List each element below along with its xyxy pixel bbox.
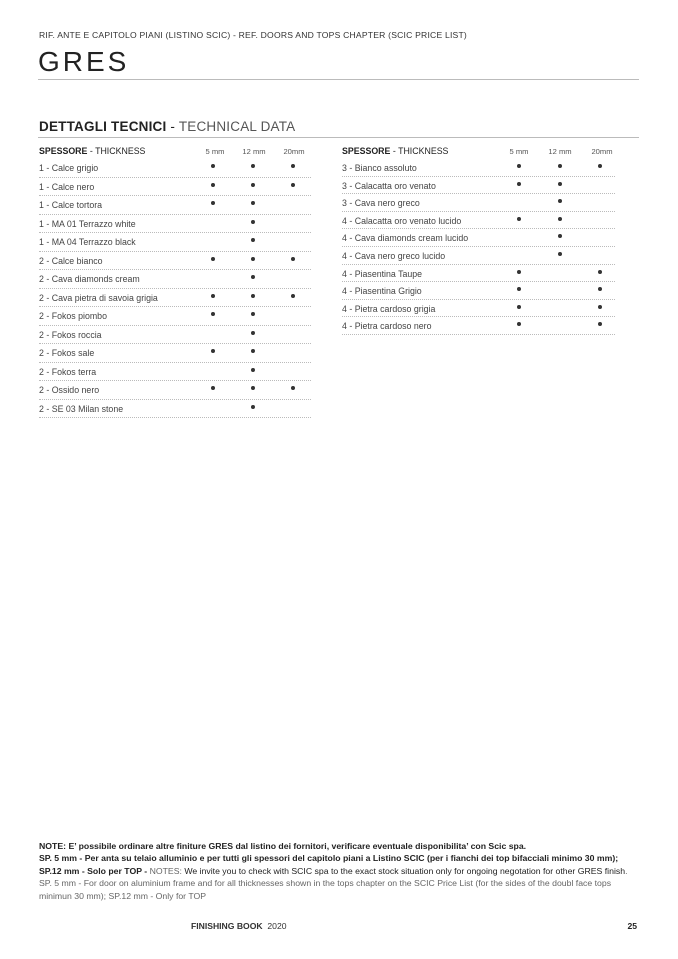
col-12mm: 12 mm: [548, 147, 572, 156]
table-row: [39, 196, 311, 215]
title-divider: [38, 79, 639, 80]
thickness-label-it: SPESSORE: [39, 146, 88, 156]
availability-dot-5mm: [517, 322, 521, 326]
availability-dot-20mm: [598, 305, 602, 309]
availability-dot-5mm: [211, 257, 215, 261]
table-row: [342, 177, 615, 195]
availability-dot-12mm: [558, 217, 562, 221]
finish-name: 4 - Piasentina Grigio: [342, 286, 422, 297]
availability-dot-5mm: [517, 164, 521, 168]
availability-dot-20mm: [291, 183, 295, 187]
table-row: [39, 252, 311, 271]
table-header: [39, 146, 311, 159]
availability-dot-20mm: [598, 164, 602, 168]
table-row: [342, 212, 615, 230]
availability-dot-12mm: [251, 349, 255, 353]
availability-dot-5mm: [211, 312, 215, 316]
table-row: [342, 159, 615, 177]
finish-name: 2 - Fokos piombo: [39, 311, 107, 321]
table-row: [39, 326, 311, 345]
finish-name: 1 - MA 01 Terrazzo white: [39, 218, 136, 229]
table-header: [342, 146, 615, 159]
section-heading-it: DETTAGLI TECNICI: [39, 119, 167, 134]
section-heading-sep: -: [166, 119, 179, 134]
finish-name: 4 - Cava diamonds cream lucido: [342, 233, 469, 244]
table-row: [342, 194, 615, 212]
table-row: [39, 400, 311, 419]
availability-dot-12mm: [558, 234, 562, 238]
thickness-label-en: THICKNESS: [95, 146, 146, 156]
page-title: GRES: [38, 46, 130, 77]
availability-dot-20mm: [598, 270, 602, 274]
finish-name: 1 - MA 04 Terrazzo black: [39, 237, 136, 247]
availability-dot-12mm: [558, 252, 562, 256]
table-rows: [39, 159, 311, 418]
availability-dot-12mm: [251, 331, 255, 335]
availability-dot-12mm: [251, 275, 255, 279]
section-heading: [39, 119, 295, 134]
finish-name: 4 - Calacatta oro venato lucido: [342, 215, 462, 226]
footer: [191, 921, 287, 931]
table-row: [342, 300, 615, 318]
availability-dot-20mm: [598, 287, 602, 291]
finish-name: 1 - Calce nero: [39, 181, 95, 192]
footer-year: 2020: [267, 921, 287, 931]
availability-dot-5mm: [517, 287, 521, 291]
availability-dot-20mm: [291, 294, 295, 298]
finish-name: 2 - Ossido nero: [39, 385, 100, 395]
page-number: 25: [627, 921, 637, 931]
availability-dot-5mm: [211, 349, 215, 353]
table-row: [39, 363, 311, 382]
thickness-label-sep: -: [390, 146, 399, 156]
availability-dot-12mm: [251, 164, 255, 168]
finish-name: 2 - Fokos roccia: [39, 329, 102, 340]
table-row: [39, 159, 311, 178]
finish-name: 2 - Cava diamonds cream: [39, 274, 140, 284]
thickness-label-en: THICKNESS: [398, 146, 449, 156]
availability-dot-5mm: [517, 270, 521, 274]
finish-name: 4 - Piasentina Taupe: [342, 268, 423, 279]
availability-dot-12mm: [251, 238, 255, 242]
table-row: [39, 344, 311, 363]
availability-dot-12mm: [251, 368, 255, 372]
table-row: [39, 270, 311, 289]
thickness-label: [342, 146, 448, 156]
finish-name: 4 - Pietra cardoso grigia: [342, 303, 436, 314]
finish-name: 1 - Calce tortora: [39, 200, 103, 210]
finish-name: 3 - Cava nero greco: [342, 198, 420, 209]
availability-dot-12mm: [251, 312, 255, 316]
notes-text-en: We invite you to check with SCIC spa to the exact stock situation only for ongoing negotation for other GRES finish: [184, 865, 626, 876]
notes-thickness-it: SP. 5 mm - Per anta su telaio alluminio e per tutti gli spessori del capitolo piani a Listino SCIC (per i fianchi dei top bifacciali minimo 30 mm); SP.12 mm - Solo per TOP -: [39, 853, 619, 876]
finish-name: 2 - Cava pietra di savoia grigia: [39, 292, 158, 303]
thickness-label: [39, 146, 145, 156]
availability-dot-12mm: [251, 405, 255, 409]
availability-dot-5mm: [517, 305, 521, 309]
table-rows: [342, 159, 615, 335]
availability-dot-12mm: [251, 201, 255, 205]
availability-dot-12mm: [558, 164, 562, 168]
availability-dot-20mm: [291, 386, 295, 390]
table-row: [342, 265, 615, 283]
availability-dot-5mm: [211, 386, 215, 390]
finish-name: 4 - Cava nero greco lucido: [342, 250, 446, 261]
table-row: [39, 289, 311, 308]
notes-block: [39, 840, 639, 902]
availability-dot-12mm: [558, 182, 562, 186]
availability-dot-12mm: [558, 199, 562, 203]
reference-line: RIF. ANTE E CAPITOLO PIANI (LISTINO SCIC) - REF. DOORS AND TOPS CHAPTER (SCIC PRICE LIST): [39, 30, 467, 40]
table-row: [39, 307, 311, 326]
finish-name: 2 - Calce bianco: [39, 255, 103, 266]
table-row: [342, 317, 615, 335]
availability-dot-20mm: [291, 257, 295, 261]
thickness-label-it: SPESSORE: [342, 146, 391, 156]
availability-dot-5mm: [517, 182, 521, 186]
col-20mm: 20mm: [591, 147, 613, 156]
table-row: [39, 215, 311, 234]
table-row: [39, 233, 311, 252]
availability-dot-5mm: [517, 217, 521, 221]
table-row: [39, 178, 311, 197]
thickness-table-right: [342, 146, 615, 335]
availability-dot-5mm: [211, 164, 215, 168]
finish-name: 2 - Fokos terra: [39, 366, 97, 377]
availability-dot-5mm: [211, 183, 215, 187]
availability-dot-20mm: [598, 322, 602, 326]
availability-dot-5mm: [211, 201, 215, 205]
table-row: [39, 381, 311, 400]
col-20mm: 20mm: [283, 147, 305, 156]
notes-line-it: NOTE: E’ possibile ordinare altre finiture GRES dal listino dei fornitori, verificare eventuale disponibilita’ con Scic spa.: [39, 841, 527, 851]
finish-name: 2 - Fokos sale: [39, 348, 95, 358]
availability-dot-5mm: [211, 294, 215, 298]
table-row: [342, 282, 615, 300]
col-12mm: 12 mm: [242, 147, 266, 156]
table-row: [342, 229, 615, 247]
thickness-label-sep: -: [87, 146, 96, 156]
availability-dot-12mm: [251, 294, 255, 298]
finish-name: 1 - Calce grigio: [39, 163, 99, 173]
availability-dot-12mm: [251, 257, 255, 261]
availability-dot-12mm: [251, 183, 255, 187]
col-5mm: 5 mm: [509, 147, 529, 156]
finish-name: 3 - Bianco assoluto: [342, 163, 417, 173]
section-divider: [38, 137, 639, 138]
notes-thickness-en: . SP. 5 mm - For door on aluminium frame and for all thicknesses shown in the tops chapter on the SCIC Price List (for the sides of the doubl face tops minimun 30 mm); SP.12 mm - Only for TOP: [39, 865, 628, 901]
availability-dot-20mm: [291, 164, 295, 168]
availability-dot-12mm: [251, 386, 255, 390]
table-row: [342, 247, 615, 265]
section-heading-en: TECHNICAL DATA: [178, 119, 296, 134]
col-5mm: 5 mm: [205, 147, 225, 156]
finish-name: 2 - SE 03 Milan stone: [39, 403, 124, 414]
footer-book: FINISHING BOOK: [191, 921, 263, 931]
finish-name: 4 - Pietra cardoso nero: [342, 321, 432, 332]
availability-dot-12mm: [251, 220, 255, 224]
finish-name: 3 - Calacatta oro venato: [342, 180, 436, 191]
notes-label-en: NOTES:: [149, 865, 185, 876]
thickness-table-left: [39, 146, 311, 418]
